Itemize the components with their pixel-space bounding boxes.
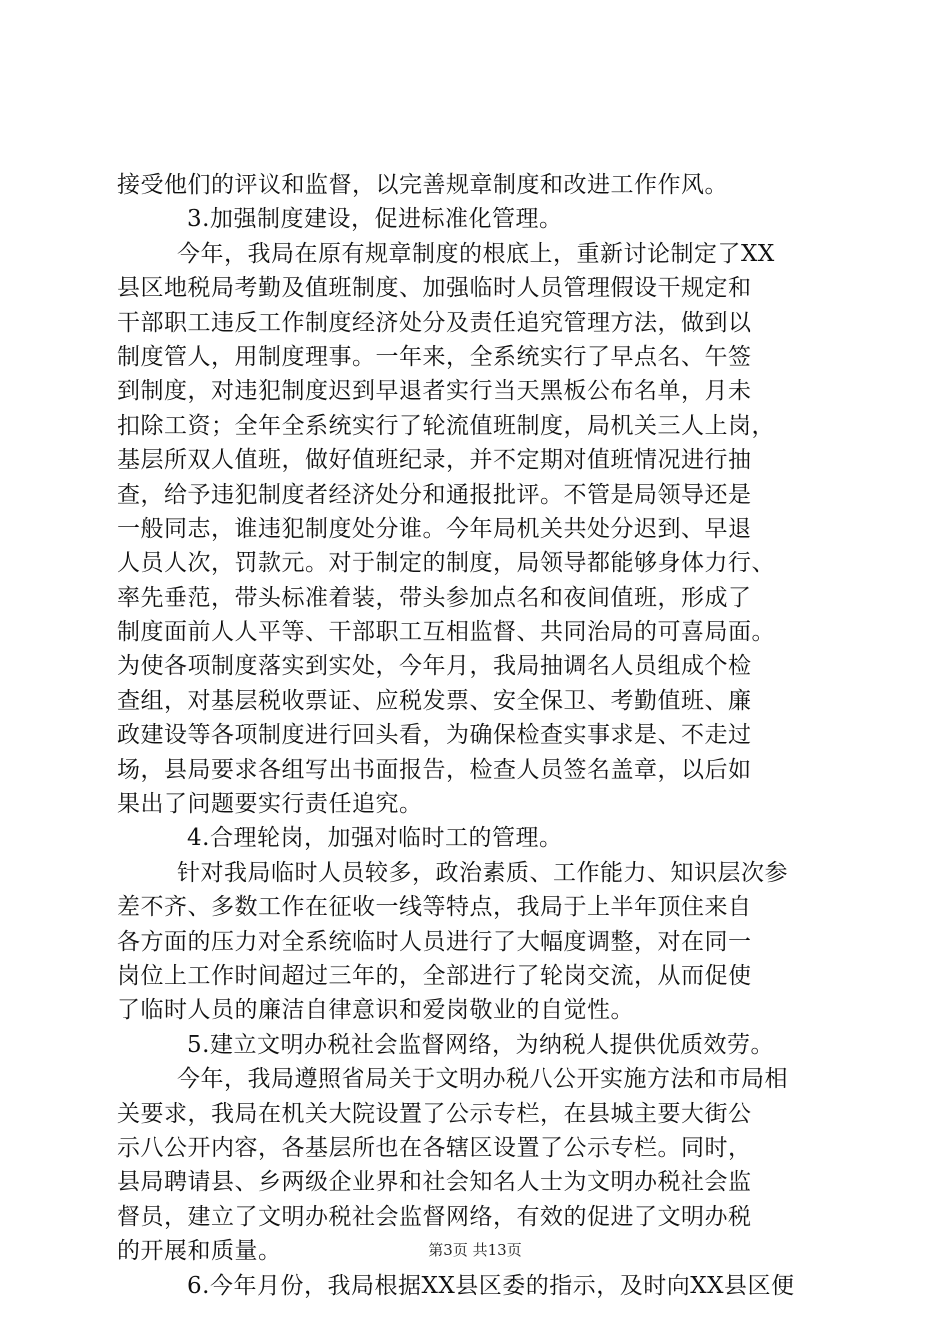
text-line: 了临时人员的廉洁自律意识和爱岗敬业的自觉性。 xyxy=(117,997,634,1024)
text-line: 制度管人，用制度理事。一年来，全系统实行了早点名、午签 xyxy=(117,343,752,370)
text-line: 今年，我局遵照省局关于文明办税八公开实施方法和市局相 xyxy=(177,1066,788,1093)
text-line: 制度面前人人平等、干部职工互相监督、共同治局的可喜局面。 xyxy=(117,619,775,646)
text-line: 查组，对基层税收票证、应税发票、安全保卫、考勤值班、廉 xyxy=(117,687,752,714)
document-body xyxy=(117,168,837,1303)
text-line: 关要求，我局在机关大院设置了公示专栏，在县城主要大街公 xyxy=(117,1100,752,1127)
text-line: 到制度，对违犯制度迟到早退者实行当天黑板公布名单，月未 xyxy=(117,378,752,405)
text-line: 基层所双人值班，做好值班纪录，并不定期对值班情况进行抽 xyxy=(117,447,752,474)
text-line: 政建设等各项制度进行回头看，为确保检查实事求是、不走过 xyxy=(117,722,752,749)
text-line: 人员人次，罚款元。对于制定的制度，局领导都能够身体力行、 xyxy=(117,550,775,577)
text-line: 岗位上工作时间超过三年的，全部进行了轮岗交流，从而促使 xyxy=(117,962,752,989)
text-line: 针对我局临时人员较多，政治素质、工作能力、知识层次参 xyxy=(177,859,788,886)
section-heading-3: 3.加强制度建设，促进标准化管理。 xyxy=(187,206,563,233)
section-heading-6: 6.今年月份，我局根据XX县区委的指示，及时向XX县区便 xyxy=(187,1272,795,1299)
text-line: 为使各项制度落实到实处，今年月，我局抽调名人员组成个检 xyxy=(117,653,752,680)
text-line: 示八公开内容，各基层所也在各辖区设置了公示专栏。同时， xyxy=(117,1134,752,1161)
text-line: 县区地税局考勤及值班制度、加强临时人员管理假设干规定和 xyxy=(117,275,752,302)
text-line: 今年，我局在原有规章制度的根底上，重新讨论制定了XX xyxy=(177,240,775,267)
page-number: 第3页 共13页 xyxy=(428,1241,522,1259)
text-line: 县局聘请县、乡两级企业界和社会知名人士为文明办税社会监 xyxy=(117,1169,752,1196)
text-line: 一般同志，谁违犯制度处分谁。今年局机关共处分迟到、早退 xyxy=(117,515,752,542)
text-line: 扣除工资；全年全系统实行了轮流值班制度，局机关三人上岗， xyxy=(117,412,775,439)
text-line: 督员，建立了文明办税社会监督网络，有效的促进了文明办税 xyxy=(117,1203,752,1230)
section-heading-4: 4.合理轮岗，加强对临时工的管理。 xyxy=(187,825,563,852)
text-line: 各方面的压力对全系统临时人员进行了大幅度调整，对在同一 xyxy=(117,928,752,955)
text-line: 果出了问题要实行责任追究。 xyxy=(117,791,423,818)
text-line: 查，给予违犯制度者经济处分和通报批评。不管是局领导还是 xyxy=(117,481,752,508)
text-line: 率先垂范，带头标准着装，带头参加点名和夜间值班，形成了 xyxy=(117,584,752,611)
text-line: 场，县局要求各组写出书面报告，检查人员签名盖章，以后如 xyxy=(117,756,752,783)
text-line: 的开展和质量。 xyxy=(117,1238,282,1265)
section-heading-5: 5.建立文明办税社会监督网络，为纳税人提供优质效劳。 xyxy=(187,1031,774,1058)
text-line: 差不齐、多数工作在征收一线等特点，我局于上半年顶住来自 xyxy=(117,894,752,921)
text-line: 接受他们的评议和监督，以完善规章制度和改进工作作风。 xyxy=(117,172,728,198)
text-line: 干部职工违反工作制度经济处分及责任追究管理方法，做到以 xyxy=(117,309,752,336)
